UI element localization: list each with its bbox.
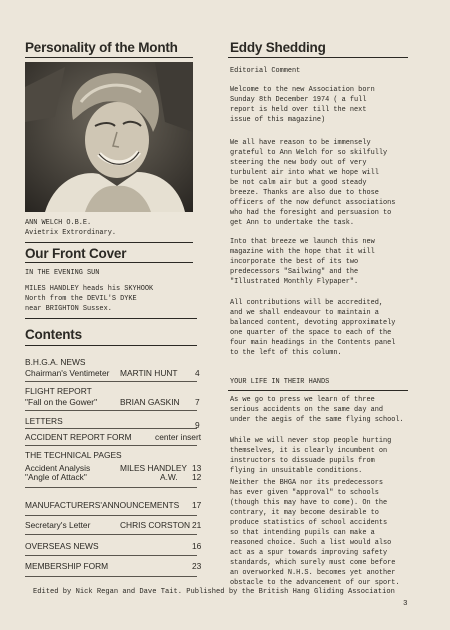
para2-line-1: We all have reason to be immensely <box>230 139 371 147</box>
para2-line-4: turbulent air into what we hope will <box>230 169 379 177</box>
contents-divider <box>25 487 197 488</box>
contents-section-title: B.H.G.A. NEWS <box>25 357 86 367</box>
cover-subtitle: IN THE EVENING SUN <box>25 269 100 277</box>
portrait-illustration <box>25 62 193 212</box>
cover-text-line-1: MILES HANDLEY heads his SKYHOOK <box>25 285 154 293</box>
credits-footer: Edited by Nick Regan and Dave Tait. Published by the British Hang Gliding Association <box>33 588 395 596</box>
para2-line-8: who had the foresight and persuasion to <box>230 209 392 217</box>
contents-entry-page: 9 <box>195 420 200 430</box>
page-number: 3 <box>403 600 408 608</box>
personality-rule <box>25 57 193 58</box>
para7-line-9: standards, which surely must come before <box>230 559 396 567</box>
contents-entry-page: 4 <box>195 368 200 378</box>
contents-entry-title: Chairman's Ventimeter <box>25 368 110 378</box>
contents-divider <box>25 428 197 429</box>
para1-line-2: Sunday 8th December 1974 ( a full <box>230 96 367 104</box>
para7-line-5: produce statistics of school accidents <box>230 519 388 527</box>
contents-section-title: THE TECHNICAL PAGES <box>25 450 122 460</box>
contents-divider <box>25 410 197 411</box>
contents-entry-author: BRIAN GASKIN <box>120 397 180 407</box>
editorial-label: Editorial Comment <box>230 67 301 75</box>
para3-line-4: predecessors "Sailwing" and the <box>230 268 359 276</box>
para1-line-1: Welcome to the new Association born <box>230 86 375 94</box>
editorial-rule <box>228 57 408 58</box>
para1-line-3: report is held over till the next <box>230 106 367 114</box>
para7-line-2: has ever given "approval" to schools <box>230 489 379 497</box>
contents-divider <box>25 555 197 556</box>
contents-entry-title: Accident Analysis <box>25 463 91 473</box>
para2-line-6: breeze. Thanks are also due to those <box>230 189 379 197</box>
para7-line-6: so that intending pupils can make a <box>230 529 375 537</box>
para6-line-3: instructors to dissuade pupils from <box>230 457 375 465</box>
para4-line-5: four main headings in the Contents panel <box>230 339 396 347</box>
para4-line-3: balanced content, devoting approximately <box>230 319 396 327</box>
contents-entry-page: 7 <box>195 397 200 407</box>
para7-line-11: obstacle to the advancement of our sport. <box>230 579 400 587</box>
para6-line-2: themselves, it is clearly incumbent on <box>230 447 388 455</box>
contents-heading: Contents <box>25 327 82 342</box>
contents-entry-title: ACCIDENT REPORT FORM <box>25 432 132 442</box>
contents-entry-title: LETTERS <box>25 416 63 426</box>
para7-line-10: an overworked N.H.S. becomes yet another <box>230 569 396 577</box>
contents-divider <box>25 381 197 382</box>
para4-line-1: All contributions will be accredited, <box>230 299 383 307</box>
para2-line-5: be not calm air but a good steady <box>230 179 367 187</box>
contents-entry-title: "Angle of Attack" <box>25 472 87 482</box>
para3-line-3: incorporate the best of its two <box>230 258 359 266</box>
contents-entry-page: 21 <box>192 520 202 530</box>
editorial-heading: Eddy Shedding <box>230 40 326 55</box>
cover-text-line-2: North from the DEVIL'S DYKE <box>25 295 137 303</box>
contents-top-rule <box>25 318 197 319</box>
photo-caption-line-2: Avietrix Extrordinary. <box>25 229 116 237</box>
para4-line-4: one quarter of the space to each of the <box>230 329 392 337</box>
para3-line-5: "Illustrated Monthly Flypaper". <box>230 278 359 286</box>
para7-line-1: Neither the BHGA nor its predecessors <box>230 479 383 487</box>
para2-line-9: get Ann to undertake the task. <box>230 219 355 227</box>
contents-entry-title: MEMBERSHIP FORM <box>25 561 109 571</box>
contents-entry-author: A.W. <box>160 472 178 482</box>
contents-divider <box>25 445 197 446</box>
contents-entry-page: center insert <box>155 432 202 442</box>
cover-heading: Our Front Cover <box>25 246 127 261</box>
cover-top-rule <box>25 242 193 243</box>
contents-entry-page: 17 <box>192 500 202 510</box>
para3-line-1: Into that breeze we launch this new <box>230 238 375 246</box>
contents-divider <box>25 515 197 516</box>
para2-line-2: grateful to Ann Welch for so skilfully <box>230 149 388 157</box>
para7-line-4: contrary, it may become desirable to <box>230 509 379 517</box>
contents-entry-page: 16 <box>192 541 202 551</box>
para7-line-8: act as a spur towards improving safety <box>230 549 388 557</box>
para4-line-6: to the left of this column. <box>230 349 342 357</box>
para7-line-3: (though this may have to come). On the <box>230 499 388 507</box>
section2-label: YOUR LIFE IN THEIR HANDS <box>230 378 330 386</box>
portrait-photo <box>25 62 193 212</box>
contents-section-title: FLIGHT REPORT <box>25 386 92 396</box>
contents-entry-author: MILES HANDLEY <box>120 463 188 473</box>
para2-line-3: steering the new body out of very <box>230 159 367 167</box>
para7-line-7: reasoned choice. Such a list would also <box>230 539 392 547</box>
para4-line-2: and we shall endeavour to maintain a <box>230 309 379 317</box>
contents-entry-author: MARTIN HUNT <box>120 368 178 378</box>
contents-entry-author: CHRIS CORSTON <box>120 520 191 530</box>
para6-line-4: flying in unsuitable conditions. <box>230 467 363 475</box>
cover-text-line-3: near BRIGHTON Sussex. <box>25 305 112 313</box>
contents-entry-title: Secretary's Letter <box>25 520 91 530</box>
para2-line-7: officers of the now defunct associations <box>230 199 396 207</box>
contents-entry-page: 13 <box>192 463 202 473</box>
para6-line-1: While we will never stop people hurting <box>230 437 392 445</box>
contents-entry-title: MANUFACTURERS'ANNOUNCEMENTS <box>25 500 180 510</box>
contents-entry-page: 12 <box>192 472 202 482</box>
para5-line-1: As we go to press we learn of three <box>230 396 375 404</box>
contents-entry-page: 23 <box>192 561 202 571</box>
personality-heading: Personality of the Month <box>25 40 178 55</box>
contents-divider <box>25 576 197 577</box>
para1-line-4: issue of this magazine) <box>230 116 326 124</box>
contents-rule <box>25 345 197 346</box>
cover-rule <box>25 262 193 263</box>
contents-divider <box>25 534 197 535</box>
section2-rule <box>228 390 408 391</box>
para3-line-2: magazine with the hope that it will <box>230 248 375 256</box>
contents-entry-title: "Fall on the Gower" <box>25 397 98 407</box>
photo-caption-line-1: ANN WELCH O.B.E. <box>25 219 92 227</box>
para5-line-2: serious accidents on the same day and <box>230 406 383 414</box>
contents-entry-title: OVERSEAS NEWS <box>25 541 99 551</box>
para5-line-3: under the aegis of the same flying school. <box>230 416 404 424</box>
